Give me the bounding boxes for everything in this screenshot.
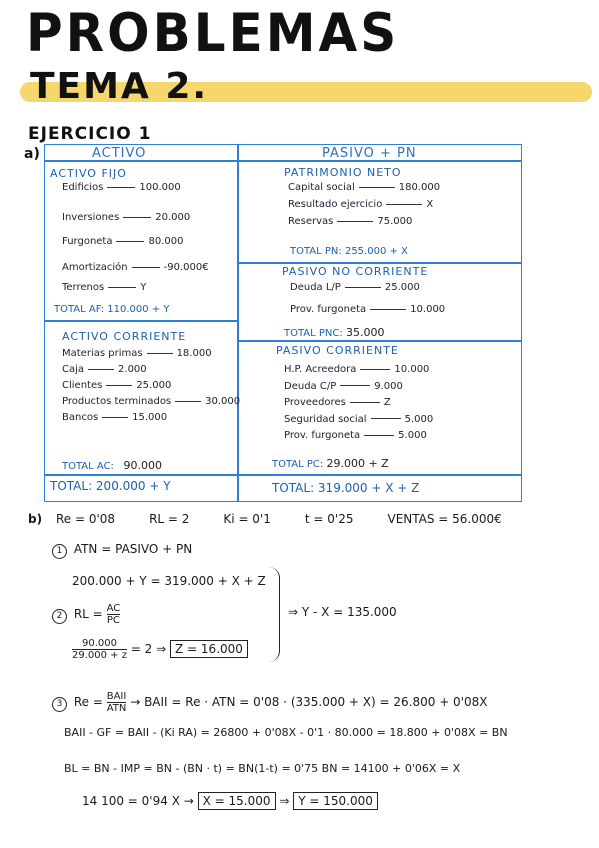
activo-header: ACTIVO xyxy=(92,146,147,161)
leader-dash xyxy=(106,385,132,386)
leader-dash xyxy=(107,187,135,188)
pnc-item-name: Deuda L/P xyxy=(290,282,341,293)
step-3-fraction xyxy=(107,691,127,714)
pn-item-value: 180.000 xyxy=(398,182,441,193)
ac-item-value: 2.000 xyxy=(118,364,147,375)
ac-item-row xyxy=(62,396,240,407)
step-2-marker: 2 xyxy=(52,609,67,624)
step-3-den: ATN xyxy=(106,703,127,714)
pn-item-name: Reservas xyxy=(288,216,334,227)
balance-table xyxy=(44,144,522,502)
af-item-row xyxy=(62,182,181,193)
step-2-den: PC xyxy=(106,615,120,626)
pn-label: PATRIMONIO NETO xyxy=(284,166,402,179)
pnc-item-name: Prov. furgoneta xyxy=(290,304,367,315)
step-1-text: ATN = PASIVO + PN xyxy=(73,542,193,556)
ac-total-value: 90.000 xyxy=(123,459,162,472)
pc-item-value: 5.000 xyxy=(404,413,434,425)
pc-item-row xyxy=(284,397,391,408)
line-bn: BAII - GF = BAII - (Ki RA) = 26800 + 0'08X - 0'1 · 80.000 = 18.800 + 0'08X = BN xyxy=(64,726,508,739)
activo-total: TOTAL: 200.000 + Y xyxy=(50,479,171,493)
pnc-line xyxy=(237,340,521,342)
activo-corriente-label: ACTIVO CORRIENTE xyxy=(62,330,187,343)
given-value: Ki = 0'1 xyxy=(223,512,271,526)
step-3-num: BAII xyxy=(106,691,127,702)
af-item-row xyxy=(62,262,209,273)
x-result: X = 15.000 xyxy=(198,792,276,810)
final-arrow: ⇒ xyxy=(279,794,290,808)
af-item-name: Terrenos xyxy=(62,282,105,293)
ac-item-value: 15.000 xyxy=(132,412,168,423)
ac-item-value: 30.000 xyxy=(205,396,241,407)
givens-row xyxy=(56,512,536,526)
final-eq: 14 100 = 0'94 X → xyxy=(82,794,194,808)
given-value: Re = 0'08 xyxy=(56,512,116,526)
step-2-num2: 90.000 xyxy=(72,638,127,650)
pc-item-row xyxy=(284,381,403,392)
given-value: VENTAS = 56.000€ xyxy=(387,512,502,526)
leader-dash xyxy=(88,369,114,370)
step-2-fraction xyxy=(107,603,121,626)
pc-total-label: TOTAL PC: xyxy=(272,459,324,470)
leader-dash xyxy=(116,241,144,242)
ac-item-name: Clientes xyxy=(62,380,103,391)
af-item-value: Y xyxy=(140,282,147,293)
pc-item-row xyxy=(284,430,427,441)
leader-dash xyxy=(147,353,173,354)
step-2-num: AC xyxy=(106,603,121,614)
pc-item-value: 9.000 xyxy=(374,380,403,392)
pnc-item-value: 10.000 xyxy=(410,304,446,315)
ac-item-name: Materias primas xyxy=(62,348,143,359)
af-item-name: Furgoneta xyxy=(62,236,113,247)
pnc-total-label: TOTAL PNC: xyxy=(284,328,343,339)
af-item-value: 80.000 xyxy=(148,236,184,247)
table-divider xyxy=(237,144,239,502)
activo-fijo-label: ACTIVO FIJO xyxy=(50,167,127,180)
step-2-lhs: RL = xyxy=(73,607,103,621)
ac-item-value: 25.000 xyxy=(136,380,172,391)
leader-dash xyxy=(102,417,128,418)
pn-item-name: Resultado ejercicio xyxy=(288,199,383,210)
ac-item-row xyxy=(62,348,212,359)
leader-dash xyxy=(359,187,395,188)
pc-item-name: Prov. furgoneta xyxy=(284,430,361,441)
ac-total-label: TOTAL AC: xyxy=(62,461,114,472)
ac-item-row xyxy=(62,364,147,375)
pc-total-value: 29.000 + Z xyxy=(326,457,389,470)
pnc-total-value: 35.000 xyxy=(345,326,385,339)
pasivo-header: PASIVO + PN xyxy=(322,146,417,161)
pc-total xyxy=(272,457,389,470)
pn-item-value: 75.000 xyxy=(377,216,413,227)
step-3 xyxy=(52,691,487,714)
activo-corriente-total xyxy=(62,459,162,472)
af-item-row xyxy=(62,212,190,223)
system-brace xyxy=(269,567,280,662)
line-bl: BL = BN - IMP = BN - (BN · t) = BN(1-t) = 0'75 BN = 14100 + 0'06X = X xyxy=(64,762,461,775)
pasivo-total: TOTAL: 319.000 + X + Z xyxy=(272,481,420,495)
step-2-rhs: = 2 ⇒ xyxy=(130,642,167,656)
ac-item-name: Productos terminados xyxy=(62,396,172,407)
step-1-marker: 1 xyxy=(52,544,67,559)
af-item-value: -90.000€ xyxy=(163,262,209,273)
tema-heading: TEMA 2. xyxy=(30,66,209,107)
af-item-row xyxy=(62,236,183,247)
pn-item-row xyxy=(288,182,440,193)
pn-line xyxy=(237,262,521,264)
leader-dash xyxy=(337,221,373,222)
ac-item-row xyxy=(62,412,167,423)
pn-item-row xyxy=(288,199,433,210)
pn-item-name: Capital social xyxy=(288,182,355,193)
step-2 xyxy=(52,603,120,626)
step-3-lhs: Re = xyxy=(73,695,103,709)
pn-item-value: X xyxy=(426,199,434,210)
af-item-value: 100.000 xyxy=(139,182,181,193)
pnc-total xyxy=(284,326,384,339)
final-line xyxy=(82,794,378,808)
pnc-item-value: 25.000 xyxy=(384,282,420,293)
step-1-equation: 200.000 + Y = 319.000 + X + Z xyxy=(72,574,266,588)
pasivo-total-line xyxy=(237,474,521,476)
z-result: Z = 16.000 xyxy=(170,640,248,658)
ac-item-name: Caja xyxy=(62,364,85,375)
step-2-fraction-2 xyxy=(72,638,127,661)
step-3-marker: 3 xyxy=(52,697,67,712)
af-item-name: Edificios xyxy=(62,182,104,193)
leader-dash xyxy=(371,418,401,419)
leader-dash xyxy=(345,287,381,288)
leader-dash xyxy=(175,401,201,402)
pc-item-name: Seguridad social xyxy=(284,413,367,425)
part-b-label: b) xyxy=(28,512,43,526)
leader-dash xyxy=(386,204,422,205)
pc-item-row xyxy=(284,414,433,425)
part-a-label: a) xyxy=(24,146,40,162)
pc-item-name: Deuda C/P xyxy=(284,380,337,392)
leader-dash xyxy=(364,435,394,436)
leader-dash xyxy=(340,385,370,386)
step-2-calc xyxy=(72,638,248,661)
ac-item-row xyxy=(62,380,171,391)
pc-item-row xyxy=(284,364,429,375)
pc-item-value: 10.000 xyxy=(394,364,430,375)
pnc-item-row xyxy=(290,282,420,293)
given-value: RL = 2 xyxy=(149,512,190,526)
pc-item-name: Proveedores xyxy=(284,397,346,408)
pn-total: TOTAL PN: 255.000 + X xyxy=(290,246,408,257)
leader-dash xyxy=(132,267,160,268)
pc-item-value: Z xyxy=(383,397,391,408)
page-title: PROBLEMAS xyxy=(26,2,400,64)
af-item-row xyxy=(62,282,146,293)
activo-total-line xyxy=(44,474,237,476)
leader-dash xyxy=(123,217,151,218)
pnc-label: PASIVO NO CORRIENTE xyxy=(282,265,429,278)
given-value: t = 0'25 xyxy=(304,512,354,526)
pc-label: PASIVO CORRIENTE xyxy=(276,344,399,357)
leader-dash xyxy=(108,287,136,288)
leader-dash xyxy=(360,369,390,370)
af-item-value: 20.000 xyxy=(155,212,191,223)
ac-item-name: Bancos xyxy=(62,412,99,423)
step-2-den2: 29.000 + z xyxy=(72,650,127,661)
brace-result: ⇒ Y - X = 135.000 xyxy=(288,605,397,619)
af-item-name: Amortización xyxy=(62,262,128,273)
leader-dash xyxy=(350,402,380,403)
activo-fijo-line xyxy=(44,320,237,322)
pc-item-value: 5.000 xyxy=(398,430,427,441)
pnc-item-row xyxy=(290,304,445,315)
ac-item-value: 18.000 xyxy=(176,348,212,359)
pn-item-row xyxy=(288,216,412,227)
ejercicio-heading: EJERCICIO 1 xyxy=(28,124,152,144)
pc-item-name: H.P. Acreedora xyxy=(284,364,357,375)
step-1 xyxy=(52,542,192,559)
leader-dash xyxy=(370,309,406,310)
af-item-name: Inversiones xyxy=(62,212,120,223)
step-3-eq: → BAII = Re · ATN = 0'08 · (335.000 + X) = 26.800 + 0'08X xyxy=(130,695,488,709)
activo-fijo-total: TOTAL AF: 110.000 + Y xyxy=(54,304,170,315)
y-result: Y = 150.000 xyxy=(293,792,378,810)
